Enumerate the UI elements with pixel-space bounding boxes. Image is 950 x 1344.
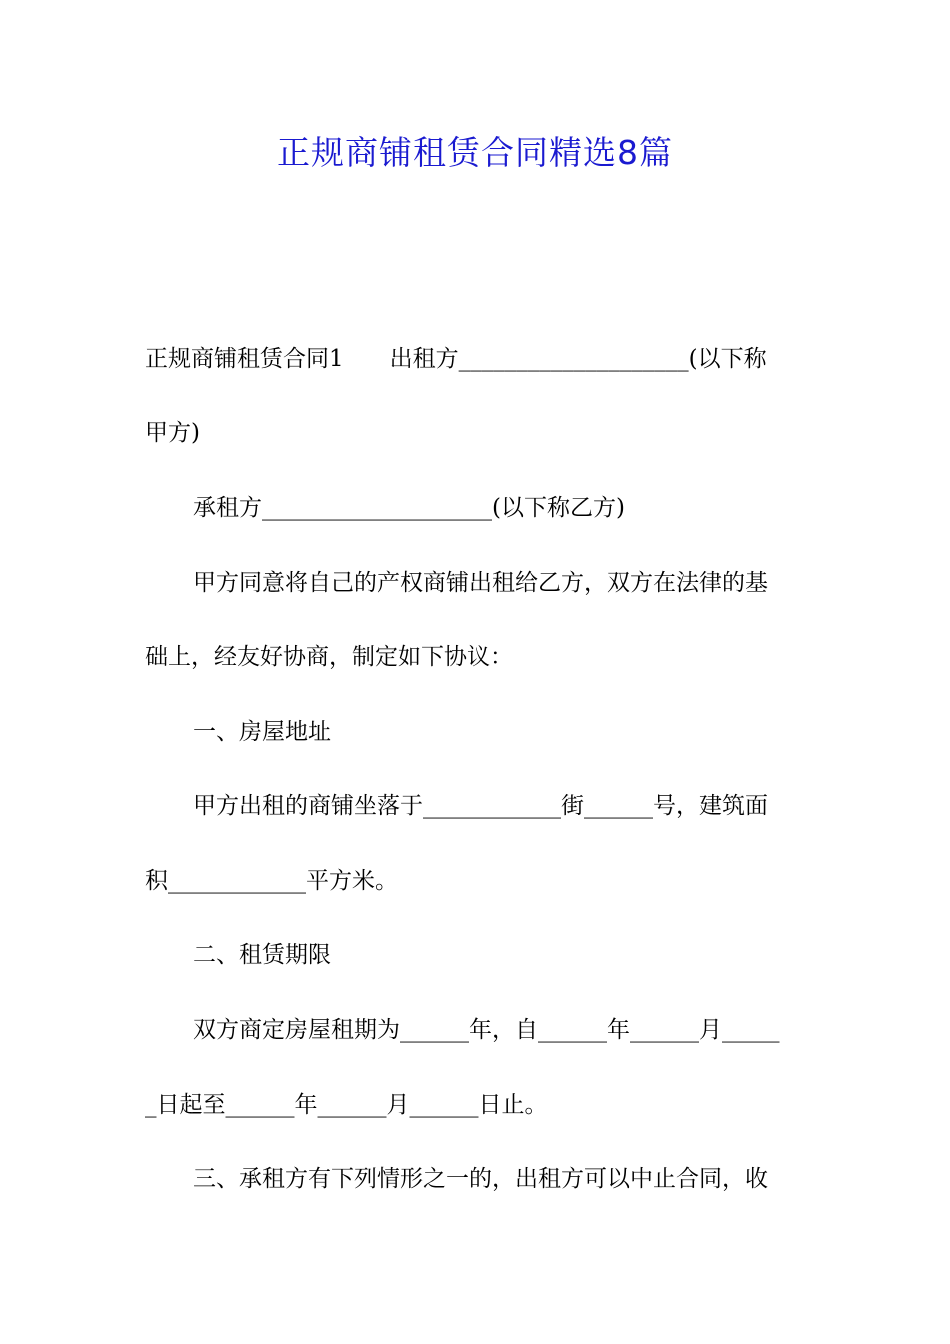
paragraph-line: 三、承租方有下列情形之一的，出租方可以中止合同，收 <box>193 1166 768 1192</box>
paragraph-line: 甲方) <box>145 420 200 446</box>
paragraph-line: 承租方____________________(以下称乙方) <box>193 495 625 521</box>
paragraph-line: 双方商定房屋租期为______年，自______年______月_____ <box>193 1017 780 1043</box>
paragraph-line: 甲方同意将自己的产权商铺出租给乙方，双方在法律的基 <box>193 570 768 596</box>
paragraph-line: 础上，经友好协商，制定如下协议： <box>145 644 513 670</box>
paragraph-line: 甲方出租的商铺坐落于____________街______号，建筑面 <box>193 793 768 819</box>
section-heading: 一、房屋地址 <box>193 719 331 745</box>
paragraph-line: 积____________平方米。 <box>145 868 398 894</box>
section-heading: 二、租赁期限 <box>193 942 331 968</box>
document-title: 正规商铺租赁合同精选8篇 <box>277 133 673 172</box>
paragraph-line: 正规商铺租赁合同1 出租方____________________(以下称 <box>145 346 767 372</box>
paragraph-line: _日起至______年______月______日止。 <box>145 1092 548 1118</box>
